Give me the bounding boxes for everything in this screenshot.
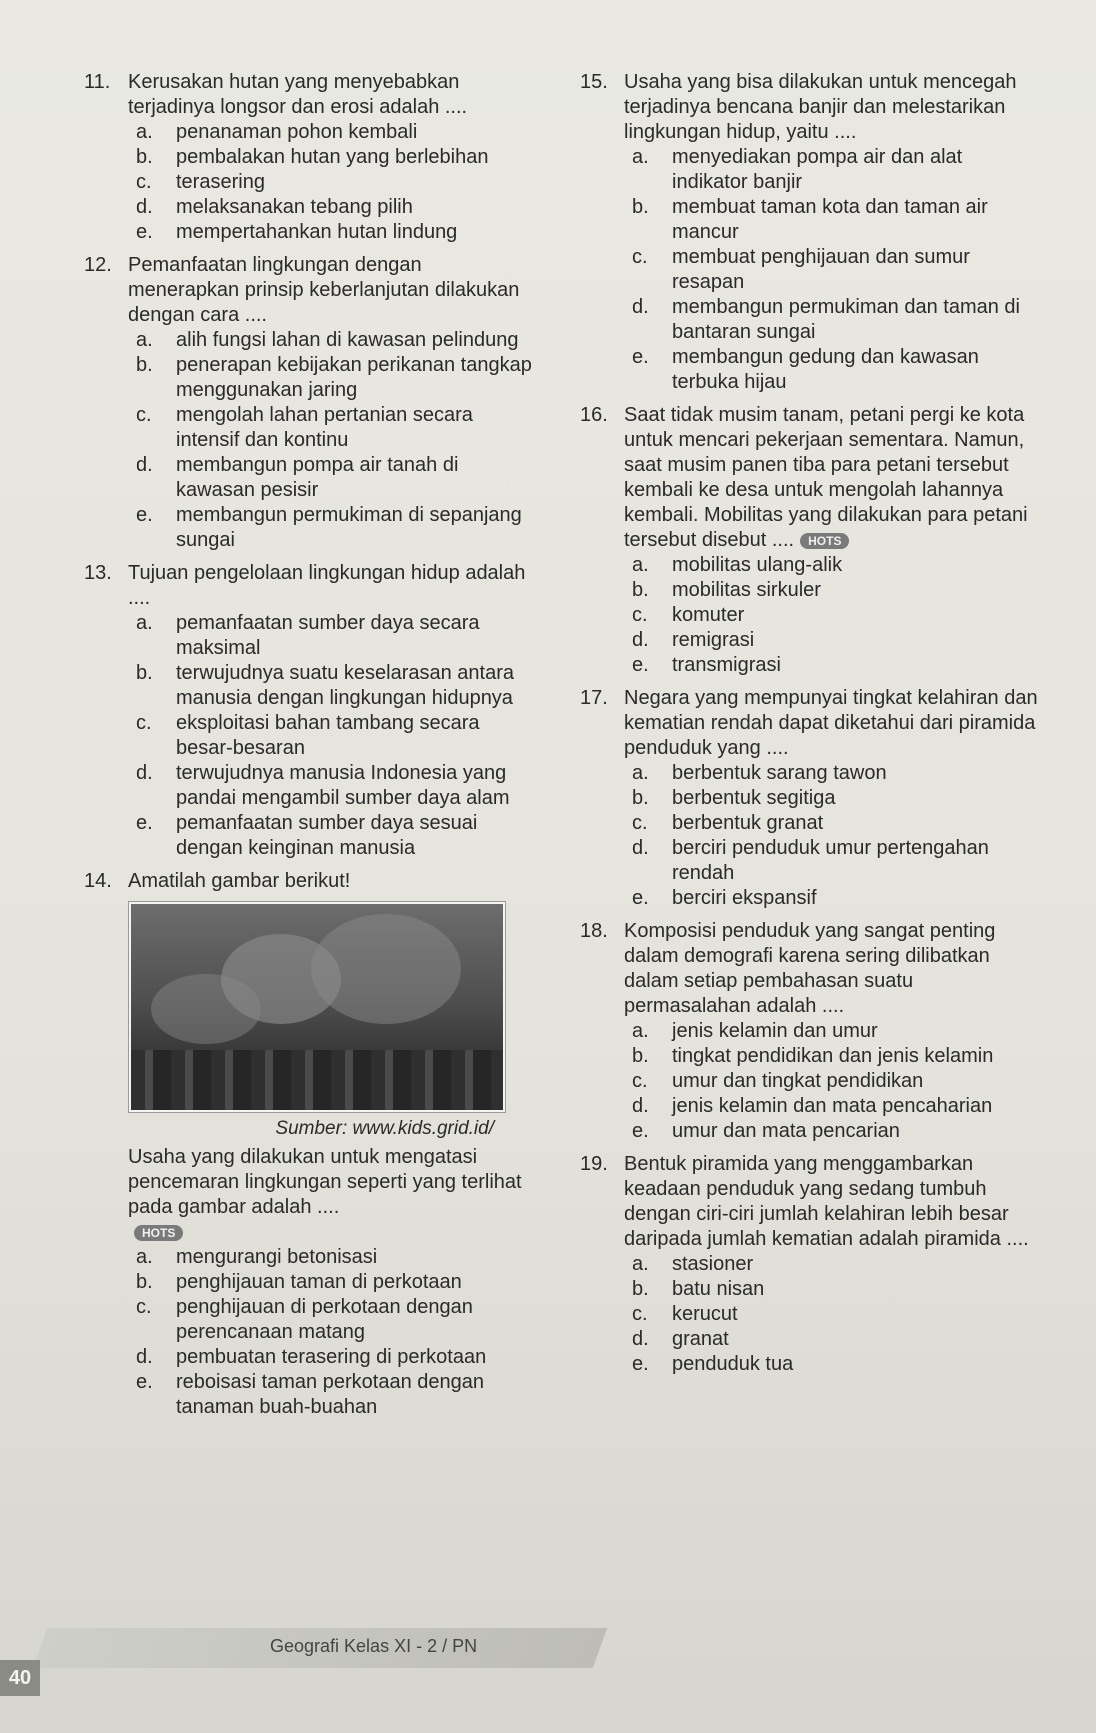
question-stem: Usaha yang bisa dilakukan untuk mencegah terjadinya bencana banjir dan melestarikan lingkungan hidup, yaitu .... <box>624 71 1017 143</box>
option-d[interactable]: d. remigrasi <box>632 629 755 651</box>
option-d[interactable]: d. membangun pompa air tanah di kawasan pesisir <box>136 454 459 501</box>
question-number: 11. <box>84 71 111 93</box>
option-e[interactable]: e. transmigrasi <box>632 654 781 676</box>
question-12 <box>84 253 534 553</box>
option-a[interactable]: a. alih fungsi lahan di kawasan pelindung <box>136 329 519 351</box>
option-c[interactable]: c. mengolah lahan pertanian secara intensif dan kontinu <box>136 404 473 451</box>
option-d[interactable]: d. melaksanakan tebang pilih <box>136 196 413 218</box>
question-number: 18. <box>580 920 608 942</box>
pollution-city-photo <box>129 902 505 1112</box>
question-stem: Saat tidak musim tanam, petani pergi ke kota untuk mencari pekerjaan sementara. Namun, saat musim panen tiba para petani tersebut kembali ke desa untuk mengolah lahannya kembali. Mobilitas yang dilakukan para petani tersebut disebut .... HOTS <box>624 404 1028 551</box>
right-column <box>580 70 1040 1385</box>
question-14 <box>84 869 534 894</box>
option-a[interactable]: a. penanaman pohon kembali <box>136 121 418 143</box>
question-stem: Komposisi penduduk yang sangat penting dalam demografi karena sering dilibatkan dalam setiap pembahasan suatu permasalahan adalah .... <box>624 920 996 1017</box>
figure-caption: Sumber: www.kids.grid.id/ <box>275 1118 494 1139</box>
smoke-cloud <box>151 974 261 1044</box>
question-number: 15. <box>580 71 608 93</box>
option-b[interactable]: b. pembalakan hutan yang berlebihan <box>136 146 489 168</box>
question-number: 14. <box>84 870 112 892</box>
question-number: 16. <box>580 404 608 426</box>
question-stem: Negara yang mempunyai tingkat kelahiran dan kematian rendah dapat diketahui dari piramida penduduk yang .... <box>624 687 1038 759</box>
option-a[interactable]: a. stasioner <box>632 1253 754 1275</box>
hots-badge: HOTS <box>134 1225 183 1241</box>
option-c[interactable]: c. kerucut <box>632 1303 738 1325</box>
question-16 <box>580 403 1040 678</box>
option-b[interactable]: b. tingkat pendidikan dan jenis kelamin <box>632 1045 994 1067</box>
hots-badge: HOTS <box>800 533 849 549</box>
option-c[interactable]: c. terasering <box>136 171 265 193</box>
question-15 <box>580 70 1040 395</box>
question-stem: Usaha yang dilakukan untuk mengatasi pencemaran lingkungan seperti yang terlihat pada gambar adalah .... <box>128 1146 522 1218</box>
option-d[interactable]: d. membangun permukiman dan taman di bantaran sungai <box>632 296 1020 343</box>
option-a[interactable]: a. jenis kelamin dan umur <box>632 1020 878 1042</box>
question-number: 12. <box>84 254 112 276</box>
option-e[interactable]: e. mempertahankan hutan lindung <box>136 221 458 243</box>
question-17 <box>580 686 1040 911</box>
option-c[interactable]: c. penghijauan di perkotaan dengan perencanaan matang <box>136 1296 473 1343</box>
option-d[interactable]: d. granat <box>632 1328 729 1350</box>
option-e[interactable]: e. pemanfaatan sumber daya sesuai dengan keinginan manusia <box>136 812 478 859</box>
question-stem: Bentuk piramida yang menggambarkan keadaan penduduk yang sedang tumbuh dengan ciri-ciri jumlah kelahiran lebih besar daripada jumlah kematian adalah piramida .... <box>624 1153 1029 1250</box>
option-d[interactable]: d. pembuatan terasering di perkotaan <box>136 1346 487 1368</box>
option-e[interactable]: e. umur dan mata pencarian <box>632 1120 900 1142</box>
option-a[interactable]: a. menyediakan pompa air dan alat indikator banjir <box>632 146 963 193</box>
book-title: Geografi Kelas XI - 2 / PN <box>270 1636 478 1656</box>
option-e[interactable]: e. penduduk tua <box>632 1353 794 1375</box>
option-c[interactable]: c. komuter <box>632 604 745 626</box>
left-column <box>84 70 534 1428</box>
question-14-body <box>84 1145 534 1420</box>
option-e[interactable]: e. membangun gedung dan kawasan terbuka hijau <box>632 346 979 393</box>
option-c[interactable]: c. membuat penghijauan dan sumur resapan <box>632 246 970 293</box>
question-stem: Amatilah gambar berikut! <box>128 870 351 892</box>
page-footer <box>0 1628 1096 1668</box>
smoke-cloud <box>311 914 461 1024</box>
option-b[interactable]: b. mobilitas sirkuler <box>632 579 821 601</box>
option-d[interactable]: d. jenis kelamin dan mata pencaharian <box>632 1095 993 1117</box>
option-b[interactable]: b. batu nisan <box>632 1278 765 1300</box>
question-13 <box>84 561 534 861</box>
option-b[interactable]: b. terwujudnya suatu keselarasan antara manusia dengan lingkungan hidupnya <box>136 662 514 709</box>
option-b[interactable]: b. membuat taman kota dan taman air mancur <box>632 196 988 243</box>
option-a[interactable]: a. berbentuk sarang tawon <box>632 762 887 784</box>
option-c[interactable]: c. berbentuk granat <box>632 812 824 834</box>
question-19 <box>580 1152 1040 1377</box>
option-c[interactable]: c. umur dan tingkat pendidikan <box>632 1070 924 1092</box>
question-number: 19. <box>580 1153 608 1175</box>
question-11 <box>84 70 534 245</box>
city-skyline <box>131 1050 503 1110</box>
question-number: 17. <box>580 687 608 709</box>
option-a[interactable]: a. mobilitas ulang-alik <box>632 554 843 576</box>
question-18 <box>580 919 1040 1144</box>
option-a[interactable]: a. mengurangi betonisasi <box>136 1246 378 1268</box>
question-stem: Kerusakan hutan yang menyebabkan terjadinya longsor dan erosi adalah .... <box>128 71 468 118</box>
option-a[interactable]: a. pemanfaatan sumber daya secara maksimal <box>136 612 480 659</box>
option-c[interactable]: c. eksploitasi bahan tambang secara besar-besaran <box>136 712 480 759</box>
question-number: 13. <box>84 562 112 584</box>
option-e[interactable]: e. berciri ekspansif <box>632 887 817 909</box>
option-e[interactable]: e. reboisasi taman perkotaan dengan tanaman buah-buahan <box>136 1371 484 1418</box>
question-stem: Pemanfaatan lingkungan dengan menerapkan prinsip keberlanjutan dilakukan dengan cara .... <box>128 254 520 326</box>
option-b[interactable]: b. penghijauan taman di perkotaan <box>136 1271 462 1293</box>
option-e[interactable]: e. membangun permukiman di sepanjang sungai <box>136 504 522 551</box>
option-b[interactable]: b. penerapan kebijakan perikanan tangkap menggunakan jaring <box>136 354 532 401</box>
page-number: 40 <box>0 1660 40 1696</box>
question-stem: Tujuan pengelolaan lingkungan hidup adalah .... <box>128 562 526 609</box>
option-d[interactable]: d. berciri penduduk umur pertengahan rendah <box>632 837 989 884</box>
option-b[interactable]: b. berbentuk segitiga <box>632 787 836 809</box>
option-d[interactable]: d. terwujudnya manusia Indonesia yang pandai mengambil sumber daya alam <box>136 762 510 809</box>
